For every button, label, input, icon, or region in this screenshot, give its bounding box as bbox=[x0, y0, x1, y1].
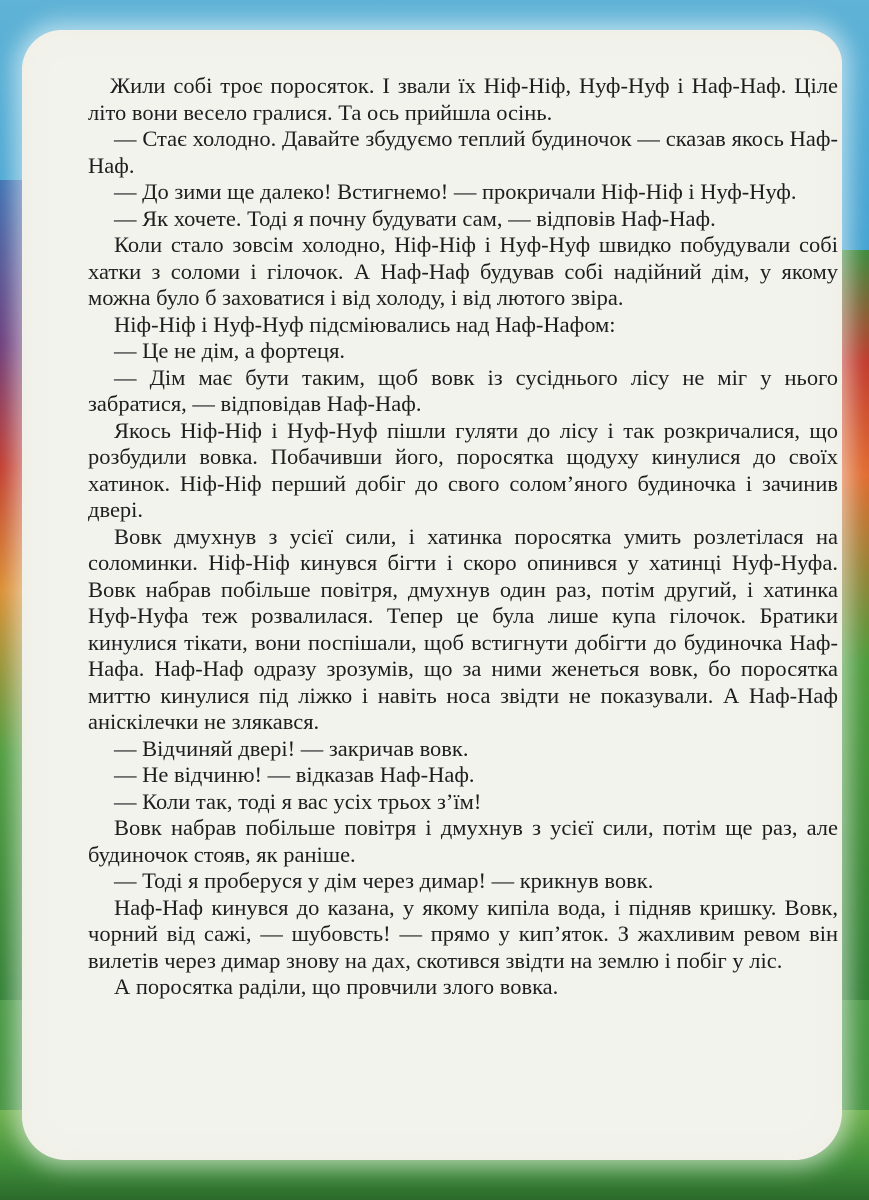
paragraph: — Не відчиню! — відказав Наф-Наф. bbox=[114, 762, 475, 787]
paragraph: — Це не дім, а фортеця. bbox=[114, 338, 346, 363]
paragraph: Жили собі троє поросяток. І звали їх Ніф-Ніф, Нуф-Нуф і Наф-Наф. Ціле літо вони весело гралися. Та ось прийшла осінь. bbox=[88, 73, 838, 125]
paragraph: Наф-Наф кинувся до казана, у якому кипіла вода, і підняв кришку. Вовк, чорний від сажі, — шубовсть! — прямо у кип’яток. З жахливим ревом він вилетів через димар знову на дах, скотився звідти на землю і побіг у ліс. bbox=[88, 894, 838, 973]
text-page bbox=[22, 30, 842, 1160]
paragraph: — Тоді я проберуся у дім через димар! — крикнув вовк. bbox=[114, 868, 654, 893]
paragraph: Ніф-Ніф і Нуф-Нуф підсміювались над Наф-Нафом: bbox=[114, 311, 616, 337]
paragraph: Коли стало зовсім холодно, Ніф-Ніф і Нуф-Нуф швидко побудували собі хатки з соломи і гілочок. А Наф-Наф будував собі надійний дім, у якому можна було б заховатися і від холоду, і від лютого звіра. bbox=[88, 232, 838, 310]
paragraph: — До зими ще далеко! Встигнемо! — прокричали Ніф-Ніф і Нуф-Нуф. bbox=[114, 179, 797, 204]
paragraph: — Як хочете. Тоді я почну будувати сам, — відповів Наф-Наф. bbox=[114, 205, 716, 231]
paragraph: — Дім має бути таким, щоб вовк із сусіднього лісу не міг у нього забратися, — відповідав Наф-Наф. bbox=[88, 364, 838, 416]
paragraph: А поросятка раділи, що провчили злого вовка. bbox=[114, 974, 559, 999]
paragraph: Вовк дмухнув з усієї сили, і хатинка поросятка умить розлетілася на соломинки. Ніф-Ніф кинувся бігти і скоро опинився у хатинці Нуф-Нуфа. Вовк набрав побільше повітря, дмухнув один раз, потім другий, і хатинка Нуф-Нуфа теж розвалилася. Тепер це була лише купа гілочок. Братики кинулися тікати, вони поспішали, щоб встигнути добігти до будиночка Наф-Нафа. Наф-Наф одразу зрозумів, що за ними женеться вовк, бо поросятка миттю кинулися під ліжко і навіть носа звідти не показували. А Наф-Наф аніскілечки не злякався. bbox=[88, 523, 838, 734]
paragraph: — Відчиняй двері! — закричав вовк. bbox=[114, 735, 469, 761]
paragraph: Вовк набрав побільше повітря і дмухнув з усієї сили, потім ще раз, але будиночок стояв, як раніше. bbox=[88, 815, 838, 867]
story-text bbox=[88, 73, 838, 1001]
paragraph: — Коли так, тоді я вас усіх трьох з’їм! bbox=[114, 788, 482, 814]
paragraph: — Стає холодно. Давайте збудуємо теплий будиночок — сказав якось Наф-Наф. bbox=[88, 126, 838, 178]
paragraph: Якось Ніф-Ніф і Нуф-Нуф пішли гуляти до лісу і так розкричалися, що розбудили вовка. Побачивши його, поросятка щодуху кинулися до своїх хатинок. Ніф-Ніф перший добіг до свого солом’яного будиночка і зачинив двері. bbox=[88, 417, 838, 522]
